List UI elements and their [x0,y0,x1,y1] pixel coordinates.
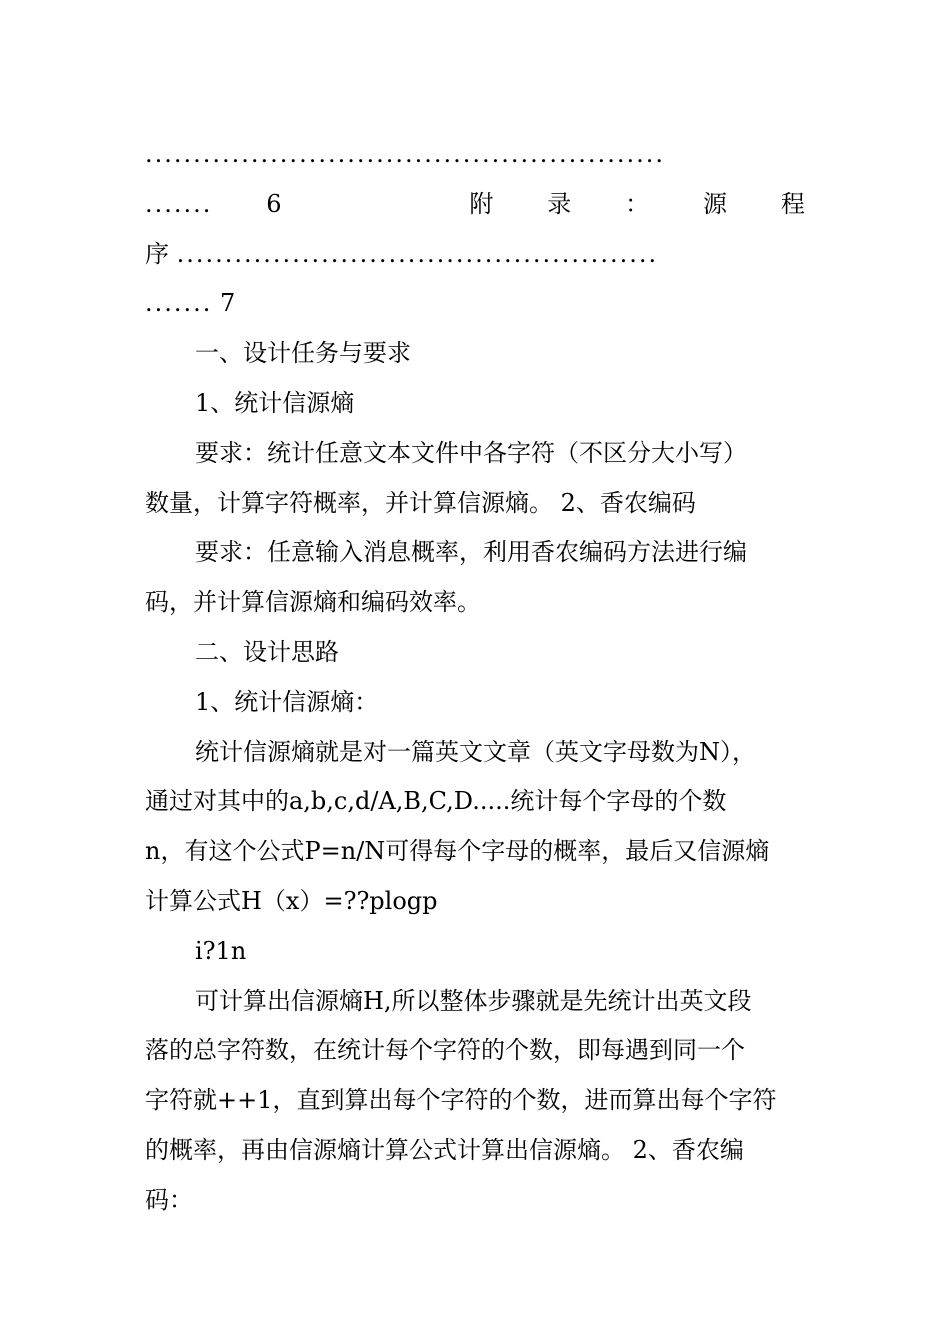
toc-dot-leader: ...................................................... [145,140,665,168]
toc-page-number: 6 [266,189,282,218]
formula-subscript-line: i?1n [195,936,247,965]
formula-line: 计算公式H（x）=??plogp [145,886,438,915]
toc-dot-leader: ....... [145,189,213,218]
paragraph-line: 码，并计算信源熵和编码效率。 [145,588,481,617]
toc-dot-leader: ....... [145,289,213,318]
subsection-heading: 1、统计信源熵： [195,687,379,716]
toc-title-char: 录 [547,189,572,218]
paragraph-line: 数量，计算字符概率，并计算信源熵。 2、香农编码 [145,488,696,517]
toc-title-char: 附 [469,189,494,218]
paragraph-line: 字符就++1，直到算出每个字符的个数，进而算出每个字符 [145,1086,777,1115]
document-page [145,130,805,1226]
toc-title-char: ： [625,189,650,218]
toc-title-char: 源 [703,189,728,218]
paragraph-line: 通过对其中的a,b,c,d/A,B,C,D.....统计每个字母的个数 [145,787,727,816]
toc-entry-continued [145,230,805,280]
paragraph-line: 要求：任意输入消息概率，利用香农编码方法进行编 [195,538,747,567]
paragraph-line: 可计算出信源熵H,所以整体步骤就是先统计出英文段 [195,986,752,1015]
section-heading: 二、设计思路 [195,637,339,666]
toc-title-char: 序 [145,239,169,268]
paragraph-line: n，有这个公式P=n/N可得每个字母的概率，最后又信源熵 [145,837,770,866]
toc-page-number: 7 [220,289,236,318]
toc-entry-appendix [145,180,805,230]
paragraph-line: 统计信源熵就是对一篇英文文章（英文字母数为N）， [195,737,756,766]
subsection-heading: 1、统计信源熵 [195,388,355,417]
toc-dot-leader: .................................................. [176,239,659,268]
paragraph-line: 要求：统计任意文本文件中各字符（不区分大小写） [195,438,747,467]
paragraph-line: 的概率，再由信源熵计算公式计算出信源熵。 2、香农编 [145,1135,744,1164]
paragraph-line: 码： [145,1185,193,1214]
paragraph-line: 落的总字符数，在统计每个字符的个数，即每遇到同一个 [145,1036,745,1065]
toc-title-char: 程 [780,189,805,218]
section-heading: 一、设计任务与要求 [195,339,411,368]
toc-entry-page [145,279,805,329]
